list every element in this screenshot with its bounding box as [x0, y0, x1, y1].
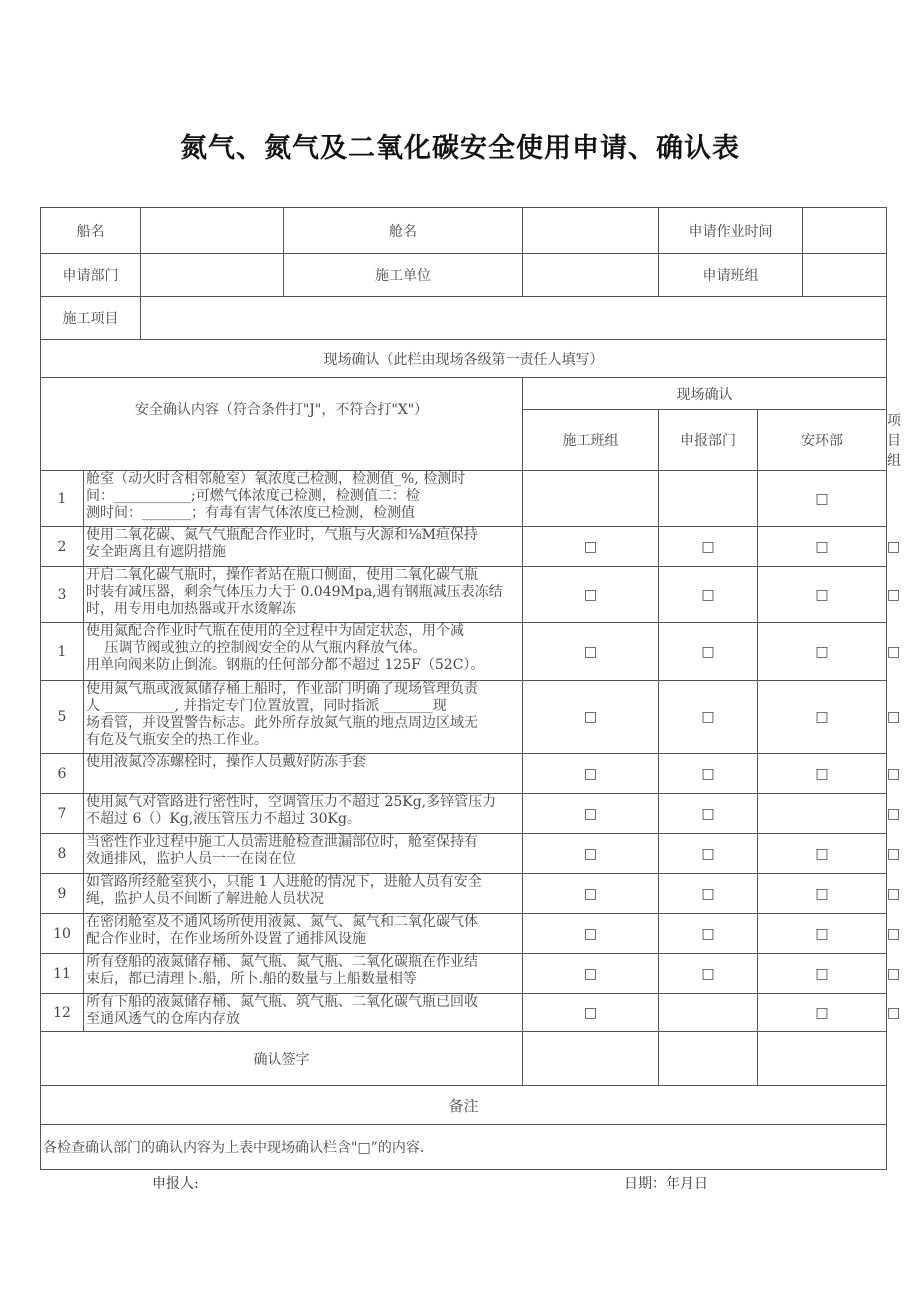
checklist-row: 7 使用氮气对管路进行密性时，空调管压力不超过 25Kg,多锌管压力 不超过 6（）Kg,液压管压力不超过 30Kg。 □ □ □ — [41, 794, 887, 834]
description-line: 在密闭舱室及不通风场所使用液氮、氮气、氮气和二氧化碳气体 — [86, 914, 478, 930]
contractor-field[interactable] — [523, 254, 659, 297]
checkbox-icon[interactable]: □ — [701, 586, 715, 603]
confirm-label: 现场确认 — [523, 378, 887, 410]
checkbox-icon[interactable]: □ — [583, 885, 598, 902]
checkbox-icon[interactable]: □ — [815, 845, 829, 862]
checklist-row: 12 所有下船的液氮储存桶、氮气瓶、筑气瓶、二氧化碳气瓶已回收 至通风透气的仓库内存放 □ □ □ — [41, 994, 887, 1032]
checkbox-icon[interactable]: □ — [701, 805, 715, 822]
description-line: 测时间：_______；有毒有害气体浓度已检测，检测值 — [86, 505, 415, 521]
confirm-cell-safety-env-dept[interactable] — [758, 874, 887, 914]
checkbox-icon[interactable]: □ — [583, 805, 598, 822]
item-description — [84, 623, 523, 681]
description-line: 人 __________, 并指定专门位置放置，同时指派 _______现 — [86, 698, 447, 714]
checklist-row: 3 开启二氧化碳气瓶时，操作者站在瓶口侧面，使用二氧化碳气瓶 时装有减压器，剩余气体压力大于 0.049Mpa,遇有钢瓶减压表冻结 时，用专用电加热器或开水烫解冻 □ □ □ □ — [41, 567, 887, 623]
sign-label: 确认签字 — [41, 1032, 523, 1086]
description-line: 安全距离且有遮阴措施 — [86, 544, 226, 560]
checkbox-icon[interactable]: □ — [815, 586, 829, 603]
confirm-cell-construction-team[interactable] — [523, 874, 659, 914]
checkbox-icon[interactable]: □ — [583, 765, 598, 782]
section-row — [41, 340, 887, 378]
signature-field-construction-team[interactable] — [523, 1032, 659, 1086]
confirm-cell-applying-dept[interactable] — [659, 954, 758, 994]
confirm-cell-applying-dept[interactable] — [659, 567, 758, 623]
col-safety-env-dept: 安环部 — [758, 410, 887, 471]
item-description — [84, 914, 523, 954]
item-number: 1 — [41, 471, 84, 527]
description-line: 压调节阀或独立的控制阀安全的从气瓶内释放气体。 — [86, 640, 427, 656]
confirm-cell-construction-team — [523, 471, 659, 527]
item-number: 1 — [41, 623, 84, 681]
item-description — [84, 567, 523, 623]
check-header-row-1 — [41, 378, 887, 410]
checkbox-icon[interactable]: □ — [815, 643, 829, 660]
confirm-cell-safety-env-dept[interactable] — [758, 681, 887, 754]
confirm-cell-safety-env-dept[interactable] — [758, 994, 887, 1032]
application-form — [40, 207, 901, 1170]
item-number: 3 — [41, 567, 84, 623]
apply-team-label: 申请班组 — [659, 254, 803, 296]
cabin-name-field[interactable] — [523, 208, 659, 254]
checkbox-icon[interactable]: □ — [701, 643, 715, 660]
section-title: 现场确认（此栏由现场各级第一责任人填写） — [41, 340, 887, 378]
header-row-1 — [41, 208, 887, 254]
apply-team-cell — [659, 254, 887, 297]
description-line: 如管路所经舱室狭小，只能 1 人进舱的情况下，进舱人员有安全 — [86, 874, 482, 890]
description-line: 时，用专用电加热器或开水烫解冻 — [86, 601, 296, 617]
checkbox-icon[interactable]: □ — [701, 538, 715, 555]
checklist-row: 1 使用氮配合作业时气瓶在使用的全过程中为固定状态，用个减 压调节阀或独立的控制阀安全的从气瓶内释放气体。 用单向阀来防止倒流。钢瓶的任何部分都不超过 125F（52C）。 □ □ □ □ — [41, 623, 887, 681]
page-title: 氮气、氮气及二氧化碳安全使用申请、确认表 — [180, 133, 740, 164]
contractor-label: 施工单位 — [284, 254, 523, 297]
apply-time-label: 申请作业时间 — [659, 208, 803, 253]
confirm-cell-construction-team[interactable] — [523, 623, 659, 681]
remarks-label: 备注 — [41, 1086, 887, 1125]
description-line: 绳，监护人员不间断了解进舱人员状况 — [86, 891, 324, 907]
item-description — [84, 754, 523, 794]
checkbox-icon[interactable]: □ — [583, 538, 598, 555]
checkbox-icon[interactable]: □ — [701, 965, 715, 982]
checkbox-icon[interactable]: □ — [583, 586, 598, 603]
confirm-cell-construction-team[interactable] — [523, 994, 659, 1032]
content-label: 安全确认内容（符合条件打"J"，不符合打"X"） — [41, 378, 523, 471]
checkbox-icon[interactable]: □ — [701, 925, 715, 942]
item-number: 5 — [41, 681, 84, 754]
checkbox-icon[interactable]: □ — [701, 709, 715, 725]
item-number: 2 — [41, 527, 84, 567]
checkbox-icon[interactable]: □ — [583, 643, 598, 660]
checklist-row: 2 使用二氧花碳、氮气气瓶配合作业时，气瓶与火源和⅛M疸保持 安全距离且有遮阴措施 □ □ □ □ — [41, 527, 887, 567]
item-description — [84, 471, 523, 527]
confirm-cell-construction-team[interactable] — [523, 527, 659, 567]
checklist-row: 11 所有登船的液氮储存桶、氮气瓶、氮气瓶、二氧化碳瓶在作业结 束后，都已清理卜.船，所卜.船的数量与上船数量相等 □ □ □ □ — [41, 954, 887, 994]
confirm-cell-applying-dept[interactable] — [659, 754, 758, 794]
checkbox-icon[interactable]: □ — [815, 885, 829, 902]
checkbox-icon[interactable]: □ — [701, 765, 715, 782]
confirm-cell-applying-dept[interactable] — [659, 623, 758, 681]
confirm-cell-applying-dept[interactable] — [659, 681, 758, 754]
apply-team-field[interactable] — [803, 254, 886, 296]
confirm-cell-applying-dept[interactable] — [659, 874, 758, 914]
description-line: 使用氮气瓶或液氮储存桶上船时，作业部门明确了现场管理负责 — [86, 681, 478, 697]
description-line: 束后，都已清理卜.船，所卜.船的数量与上船数量相等 — [86, 971, 417, 987]
item-description — [84, 527, 523, 567]
checkbox-icon[interactable]: □ — [583, 845, 598, 862]
remarks-text-row — [41, 1125, 887, 1170]
description-line: 开启二氧化碳气瓶时，操作者站在瓶口侧面，使用二氧化碳气瓶 — [86, 567, 478, 583]
apply-dept-label: 申请部门 — [41, 254, 141, 297]
confirm-cell-applying-dept[interactable] — [659, 914, 758, 954]
description-line: 用单向阀来防止倒流。钢瓶的任何部分都不超过 125F（52C）。 — [86, 657, 485, 673]
confirm-cell-construction-team[interactable] — [523, 914, 659, 954]
checklist-row: 10 在密闭舱室及不通风场所使用液氮、氮气、氮气和二氧化碳气体 配合作业时，在作业场所外设置了通排风设施 □ □ □ □ — [41, 914, 887, 954]
confirm-cell-safety-env-dept[interactable] — [758, 954, 887, 994]
description-line: 有危及气瓶安全的热工作业。 — [86, 732, 268, 748]
confirm-cell-construction-team[interactable] — [523, 834, 659, 874]
confirm-cell-applying-dept[interactable] — [659, 794, 758, 834]
checkbox-icon[interactable]: □ — [583, 709, 598, 725]
item-description — [84, 834, 523, 874]
description-line: 场看管，并设置警告标志。此外所存放氮气瓶的地点周边区域无 — [86, 715, 478, 731]
checklist-row: 6 使用液氮冷冻螺栓时，操作人员戴好防冻手套 □ □ □ □ — [41, 754, 887, 794]
description-line: 时装有减压器，剩余气体压力大于 0.049Mpa,遇有钢瓶减压表冻结 — [86, 584, 503, 600]
reporter-label: 申报人: — [152, 1176, 199, 1192]
item-number: 6 — [41, 754, 84, 794]
confirm-cell-safety-env-dept[interactable] — [758, 914, 887, 954]
item-number: 11 — [41, 954, 84, 994]
project-field[interactable] — [141, 297, 887, 340]
confirm-cell-safety-env-dept[interactable] — [758, 623, 887, 681]
signature-row — [41, 1032, 887, 1086]
description-line: 所有登船的液氮储存桶、氮气瓶、氮气瓶、二氧化碳瓶在作业结 — [86, 954, 478, 970]
description-line: 不超过 6（）Kg,液压管压力不超过 30Kg。 — [86, 811, 361, 827]
checkbox-icon[interactable]: □ — [815, 709, 829, 725]
item-number: 8 — [41, 834, 84, 874]
confirm-cell-applying-dept — [659, 994, 758, 1032]
description-line: 效通排风，监护人员一一在岗在位 — [86, 851, 296, 867]
item-description — [84, 681, 523, 754]
confirm-cell-applying-dept — [659, 471, 758, 527]
checklist-row: 9 如管路所经舱室狭小，只能 1 人进舱的情况下，进舱人员有安全 绳，监护人员不间断了解进舱人员状况 □ □ □ □ — [41, 874, 887, 914]
checklist-row: 8 当密性作业过程中施工人员需进舱检查泄漏部位时，舱室保持有 效通排风，监护人员一一在岗在位 □ □ □ □ — [41, 834, 887, 874]
description-line: 所有下船的液氮储存桶、氮气瓶、筑气瓶、二氧化碳气瓶已回收 — [86, 994, 478, 1010]
check-header-row-2: 施工班组 申报部门 安环部 项目组 — [41, 410, 887, 471]
col-construction-team: 施工班组 — [523, 410, 659, 471]
description-line: 间：___________;可燃气体浓度己检测，检测值二：检 — [86, 488, 420, 504]
item-description — [84, 954, 523, 994]
project-label: 施工项目 — [41, 297, 141, 340]
date-label: 日期：年月日 — [624, 1176, 708, 1192]
checkbox-icon[interactable]: □ — [815, 490, 829, 507]
description-line: 配合作业时，在作业场所外设置了通排风设施 — [86, 931, 366, 947]
ship-name-field[interactable] — [141, 208, 284, 254]
checkbox-icon[interactable]: □ — [583, 965, 598, 982]
apply-time-field[interactable] — [803, 208, 886, 253]
signature-field-safety-env-dept[interactable] — [758, 1032, 887, 1086]
cabin-name-label: 舱名 — [284, 208, 523, 254]
confirm-cell-applying-dept[interactable] — [659, 834, 758, 874]
checklist-row: 5 使用氮气瓶或液氮储存桶上船时，作业部门明确了现场管理负责 人 __________, 并指定专门位置放置，同时指派 _______现 场看管，并设置警告标志。此外所存放氮气瓶的地点周边区域无 有危及气瓶安全的热工作业。 □ □ □ □ — [41, 681, 887, 754]
description-line: 舱室（动火时含相邻舱室）氧浓度己检测，检测值_%, 检测时 — [86, 471, 466, 487]
checkbox-icon[interactable]: □ — [815, 925, 829, 942]
confirm-cell-applying-dept[interactable] — [659, 527, 758, 567]
checkbox-icon[interactable]: □ — [815, 1004, 829, 1021]
signature-field-applying-dept[interactable] — [659, 1032, 758, 1086]
apply-time-cell — [659, 208, 887, 254]
confirm-cell-construction-team[interactable] — [523, 754, 659, 794]
item-description — [84, 874, 523, 914]
checkbox-icon[interactable]: □ — [583, 1004, 598, 1021]
confirm-cell-safety-env-dept[interactable] — [758, 834, 887, 874]
description-line: 使用液氮冷冻螺栓时，操作人员戴好防冻手套 — [86, 754, 366, 770]
confirm-cell-construction-team[interactable] — [523, 567, 659, 623]
description-line: 使用二氧花碳、氮气气瓶配合作业时，气瓶与火源和⅛M疸保持 — [86, 527, 478, 543]
description-line: 至通风透气的仓库内存放 — [86, 1011, 240, 1027]
confirm-cell-construction-team[interactable] — [523, 681, 659, 754]
item-number: 9 — [41, 874, 84, 914]
checkbox-icon[interactable]: □ — [701, 845, 715, 862]
header-row-3 — [41, 297, 887, 340]
ship-name-label: 船名 — [41, 208, 141, 254]
remarks-text: 各检查确认部门的确认内容为上表中现场确认栏含"□”的内容. — [41, 1125, 887, 1170]
apply-dept-field[interactable] — [141, 254, 284, 297]
confirm-cell-safety-env-dept — [758, 794, 887, 834]
item-number: 7 — [41, 794, 84, 834]
confirm-cell-construction-team[interactable] — [523, 954, 659, 994]
checkbox-icon[interactable]: □ — [701, 885, 715, 902]
item-description — [84, 994, 523, 1032]
description-line: 使用氮气对管路进行密性时，空调管压力不超过 25Kg,多锌管压力 — [86, 794, 497, 810]
confirm-cell-safety-env-dept[interactable] — [758, 527, 887, 567]
description-line: 使用氮配合作业时气瓶在使用的全过程中为固定状态，用个减 — [86, 623, 464, 639]
confirm-cell-construction-team[interactable] — [523, 794, 659, 834]
col-applying-dept: 申报部门 — [659, 410, 758, 471]
confirm-cell-safety-env-dept[interactable] — [758, 754, 887, 794]
confirm-cell-safety-env-dept[interactable] — [758, 567, 887, 623]
header-row-2 — [41, 254, 887, 297]
remarks-header-row — [41, 1086, 887, 1125]
description-line: 当密性作业过程中施工人员需进舱检查泄漏部位时，舱室保持有 — [86, 834, 478, 850]
item-number: 12 — [41, 994, 84, 1032]
checkbox-icon[interactable]: □ — [583, 925, 598, 942]
checklist-row — [41, 471, 887, 527]
checkbox-icon[interactable]: □ — [815, 538, 829, 555]
item-number: 10 — [41, 914, 84, 954]
confirm-cell-safety-env-dept[interactable] — [758, 471, 887, 527]
checkbox-icon[interactable]: □ — [815, 965, 829, 982]
item-description — [84, 794, 523, 834]
checkbox-icon[interactable]: □ — [815, 765, 829, 782]
